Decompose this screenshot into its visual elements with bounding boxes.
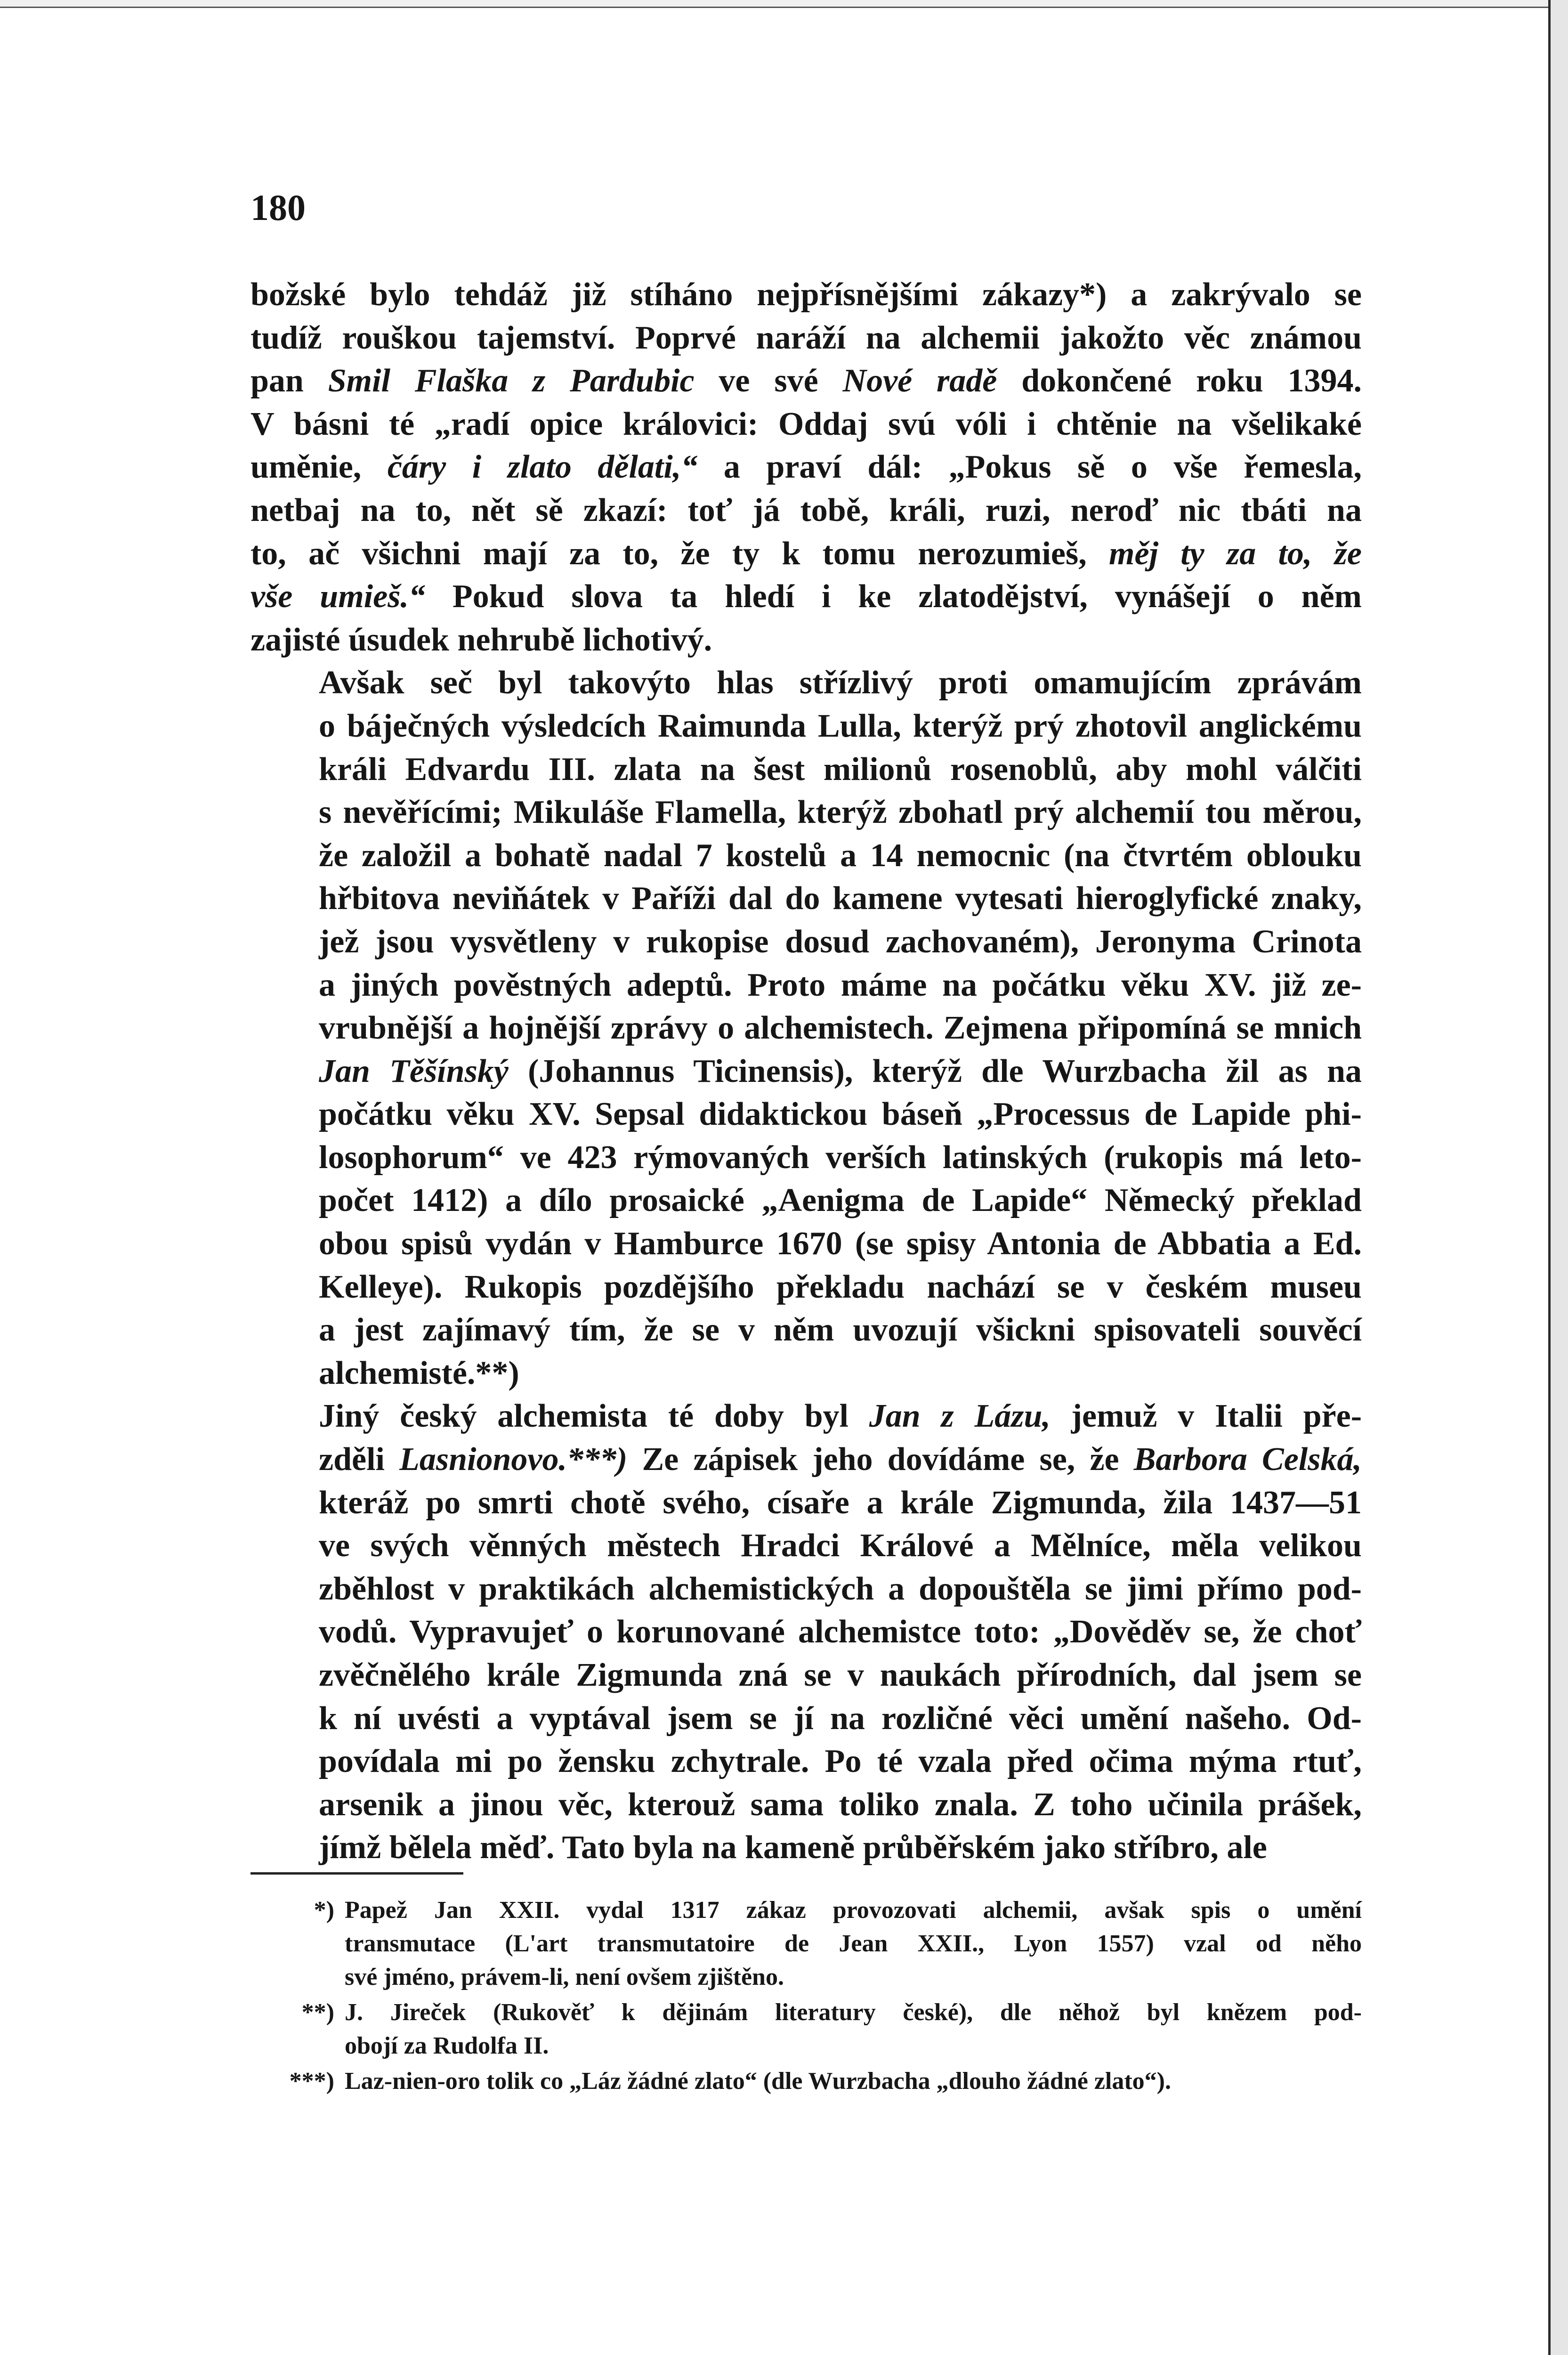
- paragraph: [251, 1395, 1362, 1869]
- italic-text-run: Jan Těšínský: [319, 1053, 509, 1089]
- paragraph: [251, 273, 1362, 661]
- italic-text-run: čáry i zlato dělati,“: [387, 449, 698, 486]
- main-text: [251, 273, 1362, 1869]
- text-run: jemuž v Italii pře-: [1050, 1398, 1362, 1435]
- page-edge-right: [1548, 0, 1568, 2355]
- text-line: hřbitova neviňátek v Paříži dal do kamene vytesati hieroglyfické znaky,: [319, 880, 1362, 917]
- text-line: [251, 1438, 1362, 1481]
- paragraph: [251, 661, 1362, 1395]
- footnote-text: [345, 1893, 1362, 1994]
- footnotes: [251, 1893, 1362, 2100]
- footnote-marker: **): [301, 1999, 334, 2026]
- text-run: (Johannus Ticinensis), kterýž dle Wurzbacha žil as na: [508, 1053, 1362, 1089]
- text-line: losophorum“ ve 423 rýmovaných verších latinských (rukopis má leto-: [319, 1139, 1362, 1176]
- text-line: V básni té „radí opice královici: Oddaj svú vóli i chtěnie na všelikaké: [251, 406, 1362, 442]
- text-line: alchemisté.**): [319, 1355, 519, 1391]
- text-line: vodů. Vypravujeť o korunované alchemistce toto: „Dověděv se, že choť: [319, 1614, 1362, 1650]
- footnote-line: obojí za Rudolfa II.: [345, 2032, 549, 2059]
- footnote-line: Laz-nien-oro tolik co „Láz žádné zlato“ (dle Wurzbacha „dlouho žádné zlato“).: [345, 2068, 1171, 2095]
- text-line: že založil a bohatě nadal 7 kostelů a 14 nemocnic (na čtvrtém oblouku: [319, 837, 1362, 874]
- footnote-text: [345, 2064, 1362, 2098]
- text-line: králi Edvardu III. zlata na šest milionů rosenoblů, aby mohl válčiti: [319, 751, 1362, 788]
- text-line: arsenik a jinou věc, kterouž sama toliko znala. Z toho učinila prášek,: [319, 1786, 1362, 1823]
- text-line: Avšak seč byl takovýto hlas střízlivý proti omamujícím zprávám: [319, 665, 1362, 701]
- text-line: kteráž po smrti chotě svého, císaře a krále Zigmunda, žila 1437—51: [319, 1484, 1362, 1521]
- text-line: počátku věku XV. Sepsal didaktickou báseň „Processus de Lapide phi-: [319, 1096, 1362, 1133]
- text-run: to, ač všichni mají za to, že ty k tomu nerozumieš,: [251, 535, 1109, 572]
- text-line: a jest zajímavý tím, že se v něm uvozují všickni spisovateli souvěcí: [319, 1312, 1362, 1348]
- italic-text-run: měj ty za to, že: [1109, 535, 1362, 572]
- text-line: [251, 1395, 1362, 1438]
- text-run: uměnie,: [251, 449, 388, 486]
- footnote-separator: [251, 1872, 463, 1875]
- text-line: a jiných pověstných adeptů. Proto máme na počátku věku XV. již ze-: [319, 966, 1362, 1003]
- text-run: Ze zápisek jeho dovídáme se, že: [627, 1441, 1134, 1478]
- text-line: zběhlost v praktikách alchemistických a dopouštěla se jimi přímo pod-: [319, 1570, 1362, 1607]
- text-line: [251, 532, 1362, 576]
- italic-text-run: Lasnionovo.***): [399, 1441, 628, 1478]
- footnote: [251, 1996, 1362, 2063]
- italic-text-run: Jan z Lázu,: [869, 1398, 1051, 1435]
- text-run: dokončené roku 1394.: [997, 363, 1362, 399]
- text-line: s nevěřícími; Mikuláše Flamella, kterýž zbohatl prý alchemií tou měrou,: [319, 794, 1362, 831]
- text-line: počet 1412) a dílo prosaické „Aenigma de Lapide“ Německý překlad: [319, 1182, 1362, 1219]
- text-line: netbaj na to, nět sě zkazí: toť já tobě, králi, ruzi, neroď nic tbáti na: [251, 492, 1362, 528]
- text-line: [251, 359, 1362, 403]
- footnote: [251, 2064, 1362, 2098]
- italic-text-run: Smil Flaška z Pardubic: [328, 363, 695, 399]
- text-line: zvěčnělého krále Zigmunda zná se v naukách přírodních, dal jsem se: [319, 1657, 1362, 1693]
- italic-text-run: vše umieš.“: [251, 578, 425, 615]
- text-line: Kelleye). Rukopis pozdějšího překladu nachází se v českém museu: [319, 1268, 1362, 1305]
- text-line: povídala mi po žensku zchytrale. Po té vzala před očima mýma rtuť,: [319, 1743, 1362, 1780]
- page-number: 180: [251, 187, 306, 228]
- text-run: Pokud slova ta hledí i ke zlatodějství, vynášejí o něm: [425, 578, 1362, 615]
- text-line: ve svých věnných městech Hradci Králové a Mělníce, měla velikou: [319, 1527, 1362, 1564]
- text-line: tudíž rouškou tajemství. Poprvé naráží na alchemii jakožto věc známou: [251, 319, 1362, 356]
- page-edge-top: [0, 0, 1549, 8]
- text-line: zajisté úsudek nehrubě lichotivý.: [251, 621, 712, 658]
- italic-text-run: Nové radě: [842, 363, 997, 399]
- text-run: pan: [251, 363, 328, 399]
- text-run: zděli: [319, 1441, 400, 1478]
- italic-text-run: Barbora Celská,: [1133, 1441, 1362, 1478]
- text-run: Jiný český alchemista té doby byl: [319, 1398, 869, 1435]
- footnote-line: J. Jireček (Rukověť k dějinám literatury české), dle něhož byl knězem pod-: [345, 1999, 1362, 2026]
- text-run: ve své: [694, 363, 843, 399]
- footnote-marker: ***): [289, 2068, 334, 2095]
- footnote-line: své jméno, právem-li, není ovšem zjištěno.: [345, 1964, 784, 1990]
- footnote: [251, 1893, 1362, 1994]
- text-line: jež jsou vysvětleny v rukopise dosud zachovaném), Jeronyma Crinota: [319, 923, 1362, 960]
- text-line: vrubnější a hojnější zprávy o alchemistech. Zejmena připomíná se mnich: [319, 1010, 1362, 1047]
- footnote-text: [345, 1996, 1362, 2063]
- footnote-line: Papež Jan XXII. vydal 1317 zákaz provozovati alchemii, avšak spis o umění: [345, 1897, 1362, 1924]
- text-run: a praví dál: „Pokus sě o vše řemesla,: [697, 449, 1362, 486]
- text-line: k ní uvésti a vyptával jsem se jí na rozličné věci umění našeho. Od-: [319, 1700, 1362, 1737]
- footnote-line: transmutace (L'art transmutatoire de Jean XXII., Lyon 1557) vzal od něho: [345, 1930, 1362, 1957]
- text-line: jímž bělela měď. Tato byla na kameně průběřském jako stříbro, ale: [319, 1829, 1267, 1866]
- footnote-marker: *): [314, 1897, 334, 1924]
- text-line: [251, 575, 1362, 618]
- text-line: božské bylo tehdáž již stíháno nejpřísnějšími zákazy*) a zakrývalo se: [251, 276, 1362, 313]
- text-line: o báječných výsledcích Raimunda Lulla, kterýž prý zhotovil anglickému: [319, 707, 1362, 744]
- text-line: [251, 446, 1362, 489]
- text-line: obou spisů vydán v Hamburce 1670 (se spisy Antonia de Abbatia a Ed.: [319, 1226, 1362, 1262]
- text-line: [251, 1050, 1362, 1093]
